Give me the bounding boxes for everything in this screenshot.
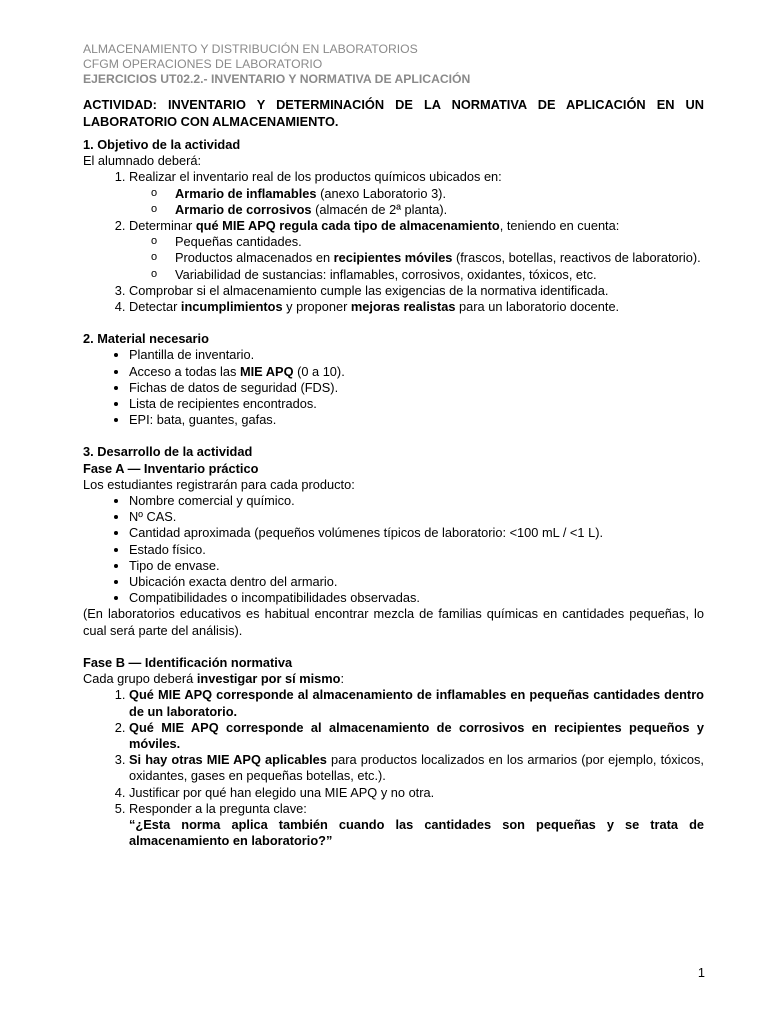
item-bold: recipientes móviles — [333, 250, 453, 266]
item-bold: MIE APQ — [239, 363, 294, 379]
list-item: • Compatibilidades o incompatibilidades observadas. — [129, 590, 704, 606]
item-text: (almacén de 2ª planta). — [311, 201, 448, 217]
objectives-list — [83, 169, 704, 315]
key-question: “¿Esta norma aplica también cuando las cantidades son pequeñas y se trata de almacenamiento en laboratorio?” — [129, 816, 704, 849]
list-item: • Cantidad aproximada (pequeños volúmenes típicos de laboratorio: <100 mL / <1 L). — [129, 525, 704, 541]
list-item: • Plantilla de inventario. — [129, 347, 704, 363]
page-number: 1 — [697, 965, 705, 980]
list-item — [129, 299, 704, 315]
phase-a-heading: Fase A — Inventario práctico — [83, 460, 259, 476]
item-text: para un laboratorio docente. — [455, 299, 620, 315]
materials-list — [83, 347, 704, 428]
item-text: , teniendo en cuenta: — [499, 218, 620, 234]
list-item — [129, 364, 704, 380]
sublist — [129, 186, 704, 218]
item-bold: incumplimientos — [180, 299, 283, 315]
item-text: y proponer — [282, 299, 351, 315]
list-item: 4. Justificar por qué han elegido una MIE APQ y no otra. — [129, 785, 704, 801]
list-item: o Variabilidad de sustancias: inflamables, corrosivos, oxidantes, tóxicos, etc. — [175, 267, 704, 283]
phase-b-intro — [83, 671, 704, 687]
page-content — [83, 42, 704, 849]
list-item: • Tipo de envase. — [129, 558, 704, 574]
sublist — [129, 234, 704, 283]
item-text: (frascos, botellas, reactivos de laboratorio). — [452, 250, 701, 266]
header-subject: ALMACENAMIENTO Y DISTRIBUCIÓN EN LABORATORIOS — [83, 42, 418, 56]
item-bold: Qué MIE APQ corresponde al almacenamiento de corrosivos en recipientes pequeños y móviles. — [129, 719, 704, 751]
section-3-heading: 3. Desarrollo de la actividad — [83, 444, 253, 460]
section-1-intro: El alumnado deberá: — [83, 153, 202, 169]
list-item — [129, 752, 704, 784]
item-text: para productos localizados en los armarios (por ejemplo, tóxicos, oxidantes, gases en pequeñas botellas, etc.). — [129, 752, 704, 784]
item-text: Realizar el inventario real de los productos químicos ubicados en: — [129, 169, 502, 185]
list-item: • Ubicación exacta dentro del armario. — [129, 574, 704, 590]
header-course: CFGM OPERACIONES DE LABORATORIO — [83, 57, 323, 71]
list-item — [129, 169, 704, 218]
item-text: Responder a la pregunta clave: — [129, 800, 307, 816]
list-item: • Fichas de datos de seguridad (FDS). — [129, 380, 704, 396]
list-item: o Pequeñas cantidades. — [175, 234, 704, 250]
list-item — [129, 687, 704, 719]
list-item — [129, 801, 704, 850]
item-text: Detectar — [129, 299, 181, 315]
list-item — [175, 250, 704, 266]
item-bold: Qué MIE APQ corresponde al almacenamiento de inflamables en pequeñas cantidades dentro de un laboratorio. — [129, 687, 704, 719]
inventory-fields-list — [83, 493, 704, 606]
list-item — [129, 218, 704, 283]
item-text: Acceso a todas las — [129, 363, 240, 379]
activity-title: ACTIVIDAD: INVENTARIO Y DETERMINACIÓN DE LA NORMATIVA DE APLICACIÓN EN UN LABORATORIO CON ALMACENAMIENTO. — [83, 97, 704, 129]
item-bold: mejoras realistas — [350, 299, 456, 315]
phase-b-heading: Fase B — Identificación normativa — [83, 654, 293, 670]
item-bold: Armario de corrosivos — [175, 201, 312, 217]
item-text: Cada grupo deberá — [83, 671, 197, 687]
item-text: Determinar — [129, 218, 196, 234]
item-text: : — [340, 671, 345, 687]
phase-a-intro: Los estudiantes registrarán para cada producto: — [83, 476, 355, 492]
list-item: 3. Comprobar si el almacenamiento cumple las exigencias de la normativa identificada. — [129, 283, 704, 299]
research-list — [83, 687, 704, 849]
list-item: • Nº CAS. — [129, 509, 704, 525]
list-item: • Lista de recipientes encontrados. — [129, 396, 704, 412]
item-bold: Si hay otras MIE APQ aplicables — [129, 752, 327, 768]
list-item — [129, 720, 704, 752]
list-item: • Nombre comercial y químico. — [129, 493, 704, 509]
item-text: (anexo Laboratorio 3). — [316, 185, 446, 201]
item-text: (0 a 10). — [293, 363, 345, 379]
item-bold: qué MIE APQ regula cada tipo de almacenamiento — [195, 218, 500, 234]
list-item: • EPI: bata, guantes, gafas. — [129, 412, 704, 428]
header-exercise: EJERCICIOS UT02.2.- INVENTARIO Y NORMATIVA DE APLICACIÓN — [83, 72, 471, 86]
item-bold: investigar por sí mismo — [196, 671, 341, 687]
section-2-heading: 2. Material necesario — [83, 331, 209, 347]
list-item — [175, 186, 704, 202]
list-item: • Estado físico. — [129, 542, 704, 558]
section-1-heading: 1. Objetivo de la actividad — [83, 137, 241, 152]
phase-a-note: (En laboratorios educativos es habitual encontrar mezcla de familias químicas en cantidades pequeñas, lo cual será parte del análisis). — [83, 606, 704, 638]
item-bold: Armario de inflamables — [175, 185, 317, 201]
item-text: Productos almacenados en — [175, 250, 334, 266]
list-item — [175, 202, 704, 218]
